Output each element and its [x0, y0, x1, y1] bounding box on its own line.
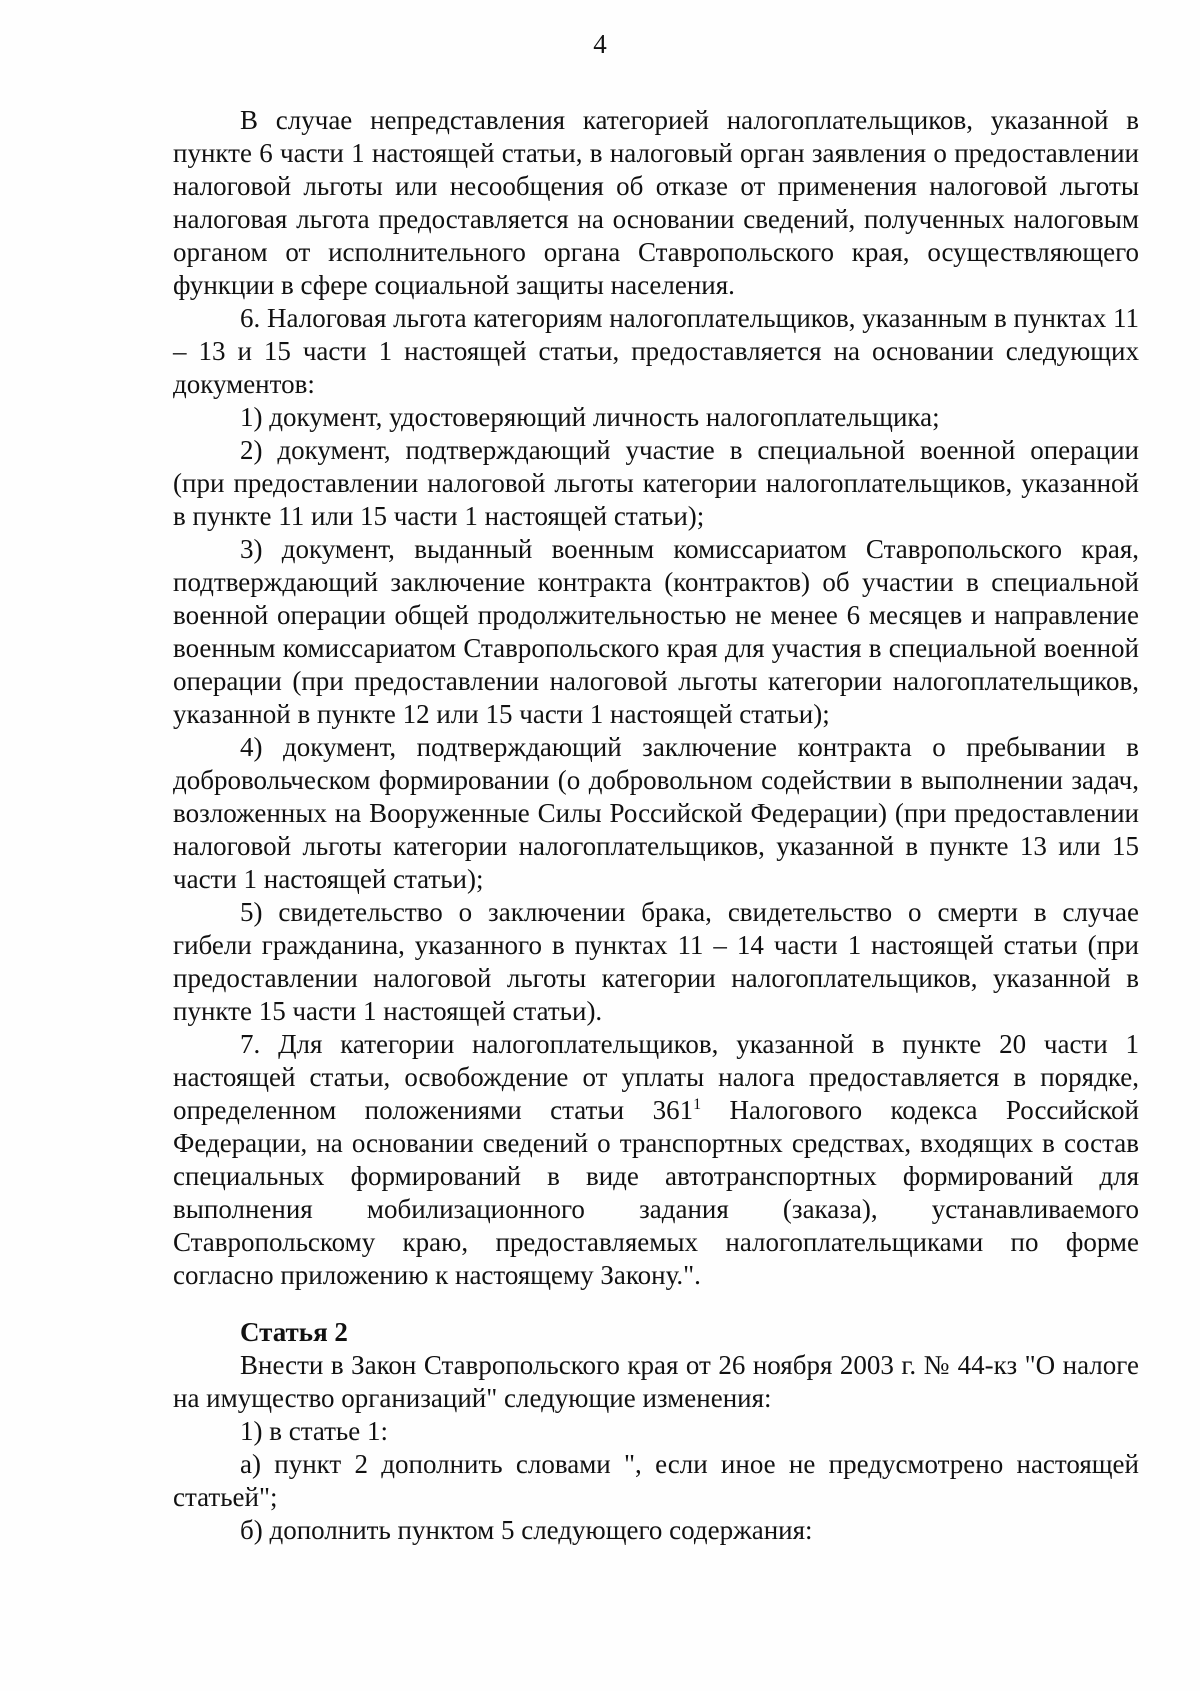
list-item-1-identity-document: 1) документ, удостоверяющий личность налогоплательщика;	[240, 402, 940, 432]
page-number: 4	[593, 29, 607, 59]
article-2-item-1: 1) в статье 1:	[240, 1416, 388, 1446]
document-body	[173, 104, 1139, 1547]
article-2-item-a: а) пункт 2 дополнить словами ", если иное не предусмотрено настоящей статьей";	[173, 1449, 1139, 1512]
article-2-intro: Внести в Закон Ставропольского края от 26 ноября 2003 г. № 44-кз "О налоге на имущество организаций" следующие изменения:	[173, 1350, 1139, 1413]
paragraph-item-7	[173, 1028, 1139, 1292]
list-item-5-certificates: 5) свидетельство о заключении брака, свидетельство о смерти в случае гибели гражданина, указанного в пунктах 11 – 14 части 1 настоящей статьи (при предоставлении налоговой льготы категории налогоплательщиков, указанной в пункте 15 части 1 настоящей статьи).	[173, 897, 1139, 1026]
article-superscript: 1	[693, 1096, 702, 1113]
paragraph-item-6: 6. Налоговая льгота категориям налогоплательщиков, указанным в пунктах 11 – 13 и 15 части 1 настоящей статьи, предоставляется на основании следующих документов:	[173, 303, 1140, 399]
paragraph-notification-absence: В случае непредставления категорией налогоплательщиков, указанной в пункте 6 части 1 настоящей статьи, в налоговый орган заявления о предоставлении налоговой льготы или несообщения об отказе от применения налоговой льготы налоговая льгота предоставляется на основании сведений, полученных налоговым органом от исполнительного органа Ставропольского края, осуществляющего функции в сфере социальной защиты населения.	[173, 105, 1139, 300]
list-item-4-volunteer-contract: 4) документ, подтверждающий заключение контракта о пребывании в добровольческом формировании (о добровольном содействии в выполнении задач, возложенных на Вооруженные Силы Российской Федерации) (при предоставлении налоговой льготы категории налогоплательщиков, указанной в пункте 13 или 15 части 1 настоящей статьи);	[173, 732, 1139, 894]
article-2-item-b: б) дополнить пунктом 5 следующего содержания:	[240, 1515, 813, 1545]
article-2-heading: Статья 2	[240, 1317, 348, 1347]
paragraph-item-7-continuation: Налогового кодекса Российской Федерации, на основании сведений о транспортных средствах, входящих в состав специальных формирований в виде автотранспортных формирований для выполнения мобилизационного задания (заказа), устанавливаемого Ставропольскому краю, предоставляемых налогоплательщиками по форме согласно приложению к настоящему Закону.".	[173, 1095, 1139, 1290]
list-item-2-participation-document: 2) документ, подтверждающий участие в специальной военной операции (при предоставлении налоговой льготы категории налогоплательщиков, указанной в пункте 11 или 15 части 1 настоящей статьи);	[173, 435, 1139, 531]
list-item-3-commissariat-document: 3) документ, выданный военным комиссариатом Ставропольского края, подтверждающий заключение контракта (контрактов) об участии в специальной военной операции общей продолжительностью не менее 6 месяцев и направление военным комиссариатом Ставропольского края для участия в специальной военной операции (при предоставлении налоговой льготы категории налогоплательщиков, указанной в пункте 12 или 15 части 1 настоящей статьи);	[173, 534, 1139, 729]
paragraph-item-7-text: 7. Для категории налогоплательщиков, указанной в пункте 20 части 1 настоящей статьи, освобождение от уплаты налога предоставляется в порядке, определенном положениями статьи 361	[173, 1029, 1139, 1125]
